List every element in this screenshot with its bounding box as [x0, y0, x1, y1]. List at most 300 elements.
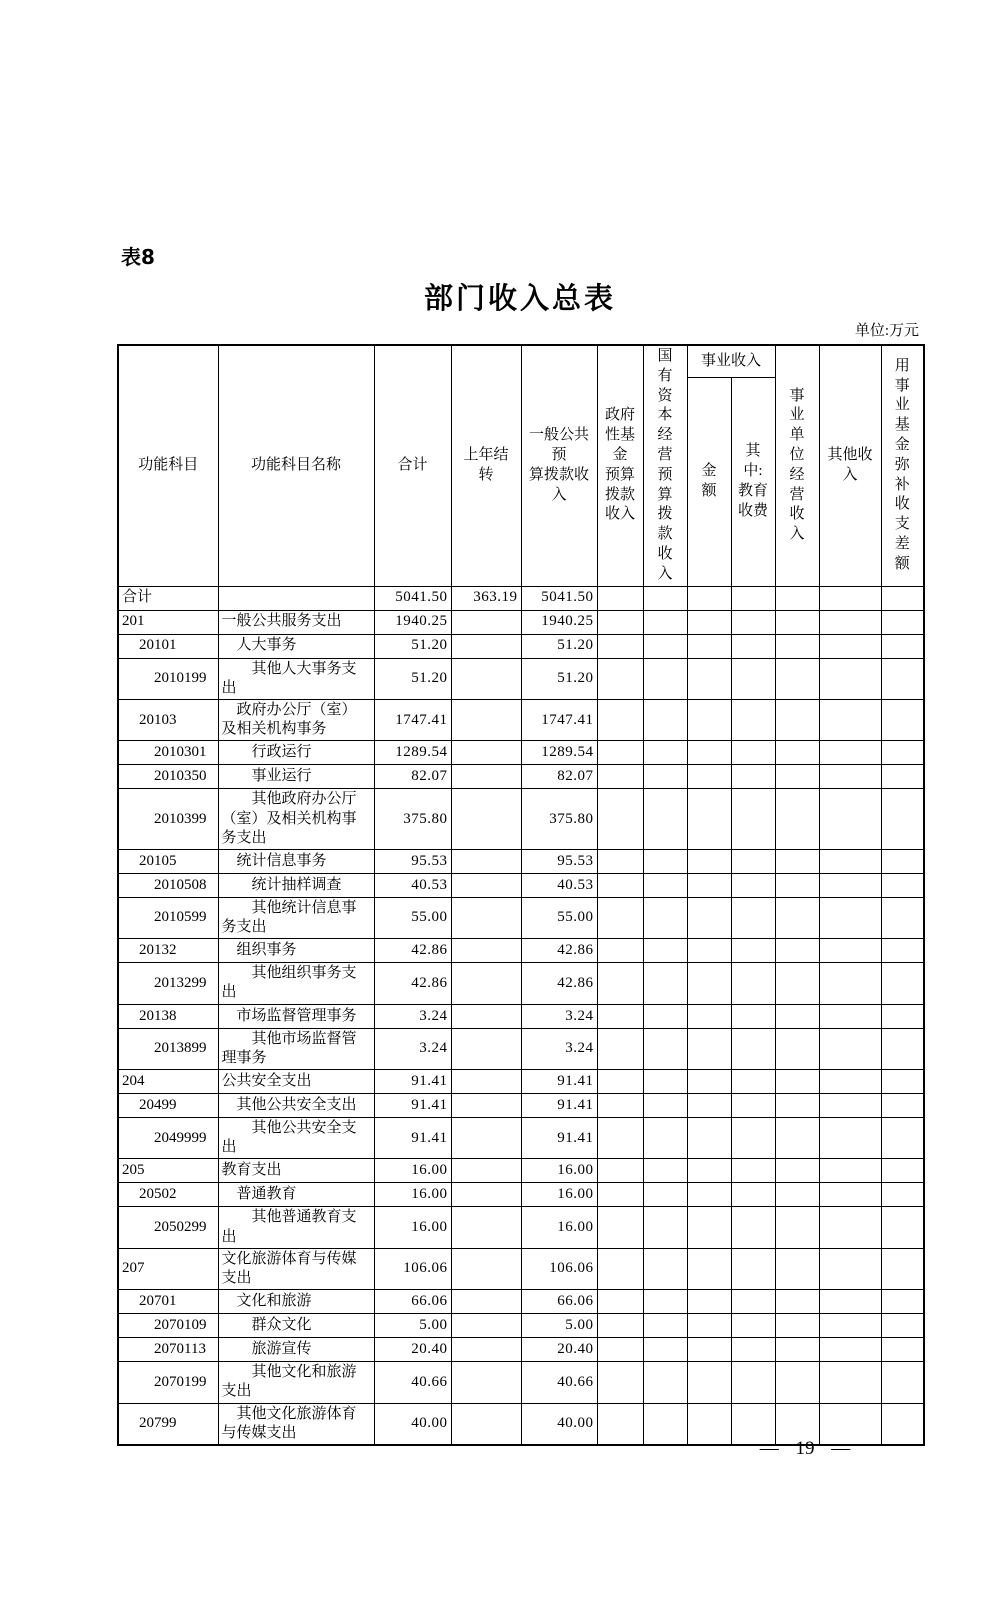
business-edu-fee-cell — [731, 849, 775, 873]
table-row — [118, 658, 924, 699]
fund-makeup-cell — [881, 1028, 924, 1069]
general-budget-cell: 20.40 — [521, 1338, 597, 1362]
gov-fund-cell — [597, 1403, 643, 1445]
func-code-cell: 20105 — [118, 849, 218, 873]
state-capital-cell — [643, 1248, 687, 1289]
business-edu-fee-cell — [731, 963, 775, 1004]
carryover-cell — [451, 1118, 521, 1159]
carryover-cell — [451, 1403, 521, 1445]
total-cell: 42.86 — [374, 963, 451, 1004]
carryover-cell — [451, 1159, 521, 1183]
general-budget-cell: 95.53 — [521, 849, 597, 873]
business-amount-cell — [687, 1362, 731, 1403]
total-cell: 40.00 — [374, 1403, 451, 1445]
business-amount-cell — [687, 634, 731, 658]
gov-fund-cell — [597, 1159, 643, 1183]
func-code-cell: 2010301 — [118, 741, 218, 765]
state-capital-cell — [643, 1028, 687, 1069]
other-income-cell — [819, 873, 881, 897]
fund-makeup-cell — [881, 699, 924, 740]
other-income-cell — [819, 765, 881, 789]
func-code-cell: 207 — [118, 1248, 218, 1289]
gov-fund-cell — [597, 1004, 643, 1028]
total-cell: 51.20 — [374, 634, 451, 658]
business-operating-cell — [775, 765, 819, 789]
fund-makeup-cell — [881, 873, 924, 897]
total-cell: 91.41 — [374, 1094, 451, 1118]
business-edu-fee-cell — [731, 1070, 775, 1094]
fund-makeup-cell — [881, 1290, 924, 1314]
general-budget-cell: 66.06 — [521, 1290, 597, 1314]
fund-makeup-cell — [881, 1207, 924, 1248]
business-operating-cell — [775, 1028, 819, 1069]
gov-fund-cell — [597, 789, 643, 850]
other-income-cell — [819, 789, 881, 850]
state-capital-cell — [643, 741, 687, 765]
state-capital-cell — [643, 939, 687, 963]
business-operating-cell — [775, 1183, 819, 1207]
state-capital-cell — [643, 1290, 687, 1314]
business-edu-fee-cell — [731, 1207, 775, 1248]
gov-fund-cell — [597, 1248, 643, 1289]
func-code-cell: 2010399 — [118, 789, 218, 850]
gov-fund-cell — [597, 1094, 643, 1118]
other-income-cell — [819, 699, 881, 740]
func-name-cell: 其他公共安全支出 — [218, 1118, 374, 1159]
carryover-cell: 363.19 — [451, 586, 521, 610]
gov-fund-cell — [597, 1207, 643, 1248]
total-cell: 82.07 — [374, 765, 451, 789]
general-budget-cell: 40.53 — [521, 873, 597, 897]
func-code-cell: 20101 — [118, 634, 218, 658]
total-cell: 375.80 — [374, 789, 451, 850]
func-name-cell: 教育支出 — [218, 1159, 374, 1183]
table-row — [118, 789, 924, 850]
header-total: 合计 — [374, 345, 451, 586]
total-cell: 95.53 — [374, 849, 451, 873]
carryover-cell — [451, 1070, 521, 1094]
unit-note: 单位:万元 — [854, 323, 919, 339]
func-name-cell: 其他统计信息事务支出 — [218, 897, 374, 938]
business-operating-cell — [775, 1118, 819, 1159]
carryover-cell — [451, 1207, 521, 1248]
fund-makeup-cell — [881, 1094, 924, 1118]
header-business-operating: 事 业 单 位 经 营 收 入 — [775, 345, 819, 586]
business-edu-fee-cell — [731, 1004, 775, 1028]
page-title: 部门收入总表 — [423, 281, 616, 315]
general-budget-cell: 16.00 — [521, 1183, 597, 1207]
general-budget-cell: 1940.25 — [521, 610, 597, 634]
general-budget-cell: 40.00 — [521, 1403, 597, 1445]
general-budget-cell: 5041.50 — [521, 586, 597, 610]
table-row — [118, 1028, 924, 1069]
func-code-cell: 2010599 — [118, 897, 218, 938]
state-capital-cell — [643, 1094, 687, 1118]
func-name-cell: 行政运行 — [218, 741, 374, 765]
fund-makeup-cell — [881, 789, 924, 850]
other-income-cell — [819, 741, 881, 765]
other-income-cell — [819, 1362, 881, 1403]
fund-makeup-cell — [881, 1118, 924, 1159]
business-amount-cell — [687, 1290, 731, 1314]
func-code-cell: 2010508 — [118, 873, 218, 897]
total-cell: 66.06 — [374, 1290, 451, 1314]
state-capital-cell — [643, 849, 687, 873]
carryover-cell — [451, 658, 521, 699]
carryover-cell — [451, 1028, 521, 1069]
table-row — [118, 1207, 924, 1248]
fund-makeup-cell — [881, 741, 924, 765]
table-row — [118, 765, 924, 789]
table-row — [118, 1183, 924, 1207]
business-edu-fee-cell — [731, 1094, 775, 1118]
business-amount-cell — [687, 610, 731, 634]
table-row — [118, 1314, 924, 1338]
func-name-cell: 市场监督管理事务 — [218, 1004, 374, 1028]
other-income-cell — [819, 1338, 881, 1362]
business-edu-fee-cell — [731, 741, 775, 765]
carryover-cell — [451, 699, 521, 740]
other-income-cell — [819, 897, 881, 938]
state-capital-cell — [643, 1207, 687, 1248]
func-name-cell: 人大事务 — [218, 634, 374, 658]
table-row — [118, 1338, 924, 1362]
other-income-cell — [819, 963, 881, 1004]
func-name-cell: 其他文化旅游体育与传媒支出 — [218, 1403, 374, 1445]
business-amount-cell — [687, 658, 731, 699]
business-amount-cell — [687, 1070, 731, 1094]
table-row — [118, 1004, 924, 1028]
business-edu-fee-cell — [731, 1290, 775, 1314]
func-code-cell: 20502 — [118, 1183, 218, 1207]
business-operating-cell — [775, 1248, 819, 1289]
general-budget-cell: 3.24 — [521, 1028, 597, 1069]
general-budget-cell: 16.00 — [521, 1207, 597, 1248]
gov-fund-cell — [597, 741, 643, 765]
total-cell: 55.00 — [374, 897, 451, 938]
header-func-code: 功能科目 — [118, 345, 218, 586]
carryover-cell — [451, 1314, 521, 1338]
table-row — [118, 1290, 924, 1314]
fund-makeup-cell — [881, 1362, 924, 1403]
carryover-cell — [451, 963, 521, 1004]
business-amount-cell — [687, 849, 731, 873]
business-operating-cell — [775, 586, 819, 610]
other-income-cell — [819, 610, 881, 634]
business-edu-fee-cell — [731, 1248, 775, 1289]
fund-makeup-cell — [881, 849, 924, 873]
total-cell: 16.00 — [374, 1159, 451, 1183]
func-name-cell: 政府办公厅（室）及相关机构事务 — [218, 699, 374, 740]
total-cell: 40.66 — [374, 1362, 451, 1403]
fund-makeup-cell — [881, 1314, 924, 1338]
fund-makeup-cell — [881, 1004, 924, 1028]
business-operating-cell — [775, 699, 819, 740]
func-name-cell: 其他文化和旅游支出 — [218, 1362, 374, 1403]
func-code-cell: 20499 — [118, 1094, 218, 1118]
gov-fund-cell — [597, 1118, 643, 1159]
business-amount-cell — [687, 1248, 731, 1289]
carryover-cell — [451, 634, 521, 658]
func-name-cell: 其他人大事务支出 — [218, 658, 374, 699]
func-name-cell: 统计信息事务 — [218, 849, 374, 873]
general-budget-cell: 1289.54 — [521, 741, 597, 765]
income-table — [117, 344, 925, 1446]
business-edu-fee-cell — [731, 789, 775, 850]
table-row — [118, 610, 924, 634]
gov-fund-cell — [597, 699, 643, 740]
business-amount-cell — [687, 586, 731, 610]
carryover-cell — [451, 789, 521, 850]
func-code-cell: 204 — [118, 1070, 218, 1094]
gov-fund-cell — [597, 939, 643, 963]
business-edu-fee-cell — [731, 1314, 775, 1338]
general-budget-cell: 55.00 — [521, 897, 597, 938]
gov-fund-cell — [597, 1070, 643, 1094]
fund-makeup-cell — [881, 1403, 924, 1445]
func-code-cell: 2070113 — [118, 1338, 218, 1362]
func-code-cell: 20103 — [118, 699, 218, 740]
func-name-cell: 其他市场监督管理事务 — [218, 1028, 374, 1069]
state-capital-cell — [643, 1183, 687, 1207]
other-income-cell — [819, 1028, 881, 1069]
general-budget-cell: 82.07 — [521, 765, 597, 789]
func-name-cell: 其他公共安全支出 — [218, 1094, 374, 1118]
func-name-cell: 普通教育 — [218, 1183, 374, 1207]
total-cell: 91.41 — [374, 1118, 451, 1159]
other-income-cell — [819, 1094, 881, 1118]
business-edu-fee-cell — [731, 1159, 775, 1183]
state-capital-cell — [643, 1403, 687, 1445]
func-name-cell: 旅游宣传 — [218, 1338, 374, 1362]
business-edu-fee-cell — [731, 1183, 775, 1207]
other-income-cell — [819, 1004, 881, 1028]
header-general-budget: 一般公共 预 算拨款收 入 — [521, 345, 597, 586]
state-capital-cell — [643, 873, 687, 897]
gov-fund-cell — [597, 1362, 643, 1403]
table-row — [118, 1070, 924, 1094]
business-operating-cell — [775, 1362, 819, 1403]
fund-makeup-cell — [881, 765, 924, 789]
gov-fund-cell — [597, 1028, 643, 1069]
fund-makeup-cell — [881, 610, 924, 634]
business-edu-fee-cell — [731, 1362, 775, 1403]
table-row — [118, 1118, 924, 1159]
gov-fund-cell — [597, 963, 643, 1004]
business-amount-cell — [687, 765, 731, 789]
table-row — [118, 1248, 924, 1289]
other-income-cell — [819, 1183, 881, 1207]
total-cell: 20.40 — [374, 1338, 451, 1362]
func-code-cell: 2070199 — [118, 1362, 218, 1403]
func-name-cell: 其他政府办公厅（室）及相关机构事务支出 — [218, 789, 374, 850]
gov-fund-cell — [597, 1338, 643, 1362]
table-row — [118, 897, 924, 938]
other-income-cell — [819, 658, 881, 699]
business-operating-cell — [775, 897, 819, 938]
fund-makeup-cell — [881, 586, 924, 610]
state-capital-cell — [643, 1070, 687, 1094]
total-cell: 106.06 — [374, 1248, 451, 1289]
total-cell: 51.20 — [374, 658, 451, 699]
func-code-cell: 2070109 — [118, 1314, 218, 1338]
gov-fund-cell — [597, 658, 643, 699]
func-code-cell: 合计 — [118, 586, 218, 610]
other-income-cell — [819, 1314, 881, 1338]
fund-makeup-cell — [881, 897, 924, 938]
business-amount-cell — [687, 939, 731, 963]
carryover-cell — [451, 1248, 521, 1289]
header-business-income-group: 事业收入 — [687, 345, 775, 378]
func-code-cell: 20132 — [118, 939, 218, 963]
state-capital-cell — [643, 586, 687, 610]
business-amount-cell — [687, 741, 731, 765]
total-cell: 1747.41 — [374, 699, 451, 740]
business-amount-cell — [687, 1159, 731, 1183]
func-code-cell: 2049999 — [118, 1118, 218, 1159]
table-row — [118, 634, 924, 658]
table-header — [118, 345, 924, 586]
fund-makeup-cell — [881, 1070, 924, 1094]
business-edu-fee-cell — [731, 634, 775, 658]
other-income-cell — [819, 1070, 881, 1094]
other-income-cell — [819, 1248, 881, 1289]
header-fund-makeup: 用 事 业 基 金 弥 补 收 支 差 额 — [881, 345, 924, 586]
carryover-cell — [451, 849, 521, 873]
state-capital-cell — [643, 789, 687, 850]
total-cell: 1289.54 — [374, 741, 451, 765]
general-budget-cell: 40.66 — [521, 1362, 597, 1403]
carryover-cell — [451, 610, 521, 634]
business-operating-cell — [775, 1159, 819, 1183]
business-operating-cell — [775, 939, 819, 963]
carryover-cell — [451, 1004, 521, 1028]
other-income-cell — [819, 1207, 881, 1248]
other-income-cell — [819, 586, 881, 610]
func-name-cell: 其他组织事务支出 — [218, 963, 374, 1004]
business-operating-cell — [775, 1070, 819, 1094]
carryover-cell — [451, 1362, 521, 1403]
gov-fund-cell — [597, 1290, 643, 1314]
sheet-label: 表8 — [121, 245, 155, 269]
header-state-capital: 国 有 资 本 经 营 预 算 拨 款 收 入 — [643, 345, 687, 586]
fund-makeup-cell — [881, 1338, 924, 1362]
header-other-income: 其他收 入 — [819, 345, 881, 586]
func-code-cell: 2013899 — [118, 1028, 218, 1069]
business-edu-fee-cell — [731, 586, 775, 610]
general-budget-cell: 91.41 — [521, 1070, 597, 1094]
func-code-cell: 20701 — [118, 1290, 218, 1314]
func-code-cell: 20799 — [118, 1403, 218, 1445]
business-operating-cell — [775, 658, 819, 699]
business-edu-fee-cell — [731, 699, 775, 740]
carryover-cell — [451, 1338, 521, 1362]
table-row — [118, 849, 924, 873]
business-operating-cell — [775, 1207, 819, 1248]
business-operating-cell — [775, 1314, 819, 1338]
business-operating-cell — [775, 1094, 819, 1118]
func-code-cell: 2010199 — [118, 658, 218, 699]
business-operating-cell — [775, 610, 819, 634]
business-amount-cell — [687, 897, 731, 938]
business-amount-cell — [687, 1403, 731, 1445]
business-amount-cell — [687, 1183, 731, 1207]
state-capital-cell — [643, 897, 687, 938]
business-operating-cell — [775, 849, 819, 873]
func-name-cell: 文化和旅游 — [218, 1290, 374, 1314]
fund-makeup-cell — [881, 1159, 924, 1183]
table-row — [118, 741, 924, 765]
business-edu-fee-cell — [731, 1028, 775, 1069]
gov-fund-cell — [597, 897, 643, 938]
carryover-cell — [451, 1094, 521, 1118]
other-income-cell — [819, 634, 881, 658]
state-capital-cell — [643, 658, 687, 699]
general-budget-cell: 42.86 — [521, 963, 597, 1004]
fund-makeup-cell — [881, 939, 924, 963]
carryover-cell — [451, 741, 521, 765]
func-name-cell: 其他普通教育支出 — [218, 1207, 374, 1248]
business-edu-fee-cell — [731, 610, 775, 634]
state-capital-cell — [643, 1159, 687, 1183]
func-code-cell: 2013299 — [118, 963, 218, 1004]
func-code-cell: 201 — [118, 610, 218, 634]
header-carryover: 上年结 转 — [451, 345, 521, 586]
total-cell: 1940.25 — [374, 610, 451, 634]
table-row — [118, 1094, 924, 1118]
state-capital-cell — [643, 634, 687, 658]
total-cell: 5.00 — [374, 1314, 451, 1338]
business-operating-cell — [775, 789, 819, 850]
func-name-cell: 文化旅游体育与传媒支出 — [218, 1248, 374, 1289]
func-name-cell: 事业运行 — [218, 765, 374, 789]
general-budget-cell: 5.00 — [521, 1314, 597, 1338]
business-amount-cell — [687, 1118, 731, 1159]
other-income-cell — [819, 849, 881, 873]
func-code-cell: 2010350 — [118, 765, 218, 789]
fund-makeup-cell — [881, 634, 924, 658]
table-row — [118, 586, 924, 610]
table-row — [118, 699, 924, 740]
fund-makeup-cell — [881, 1183, 924, 1207]
income-table-container — [117, 344, 925, 1446]
total-cell: 42.86 — [374, 939, 451, 963]
carryover-cell — [451, 939, 521, 963]
business-operating-cell — [775, 873, 819, 897]
table-row — [118, 939, 924, 963]
general-budget-cell: 1747.41 — [521, 699, 597, 740]
header-func-name: 功能科目名称 — [218, 345, 374, 586]
state-capital-cell — [643, 699, 687, 740]
general-budget-cell: 106.06 — [521, 1248, 597, 1289]
general-budget-cell: 91.41 — [521, 1094, 597, 1118]
gov-fund-cell — [597, 873, 643, 897]
fund-makeup-cell — [881, 963, 924, 1004]
business-edu-fee-cell — [731, 897, 775, 938]
business-edu-fee-cell — [731, 939, 775, 963]
total-cell: 5041.50 — [374, 586, 451, 610]
business-amount-cell — [687, 789, 731, 850]
business-amount-cell — [687, 1094, 731, 1118]
other-income-cell — [819, 1118, 881, 1159]
business-edu-fee-cell — [731, 1338, 775, 1362]
general-budget-cell: 375.80 — [521, 789, 597, 850]
fund-makeup-cell — [881, 658, 924, 699]
business-amount-cell — [687, 1207, 731, 1248]
gov-fund-cell — [597, 849, 643, 873]
business-edu-fee-cell — [731, 765, 775, 789]
business-amount-cell — [687, 1004, 731, 1028]
